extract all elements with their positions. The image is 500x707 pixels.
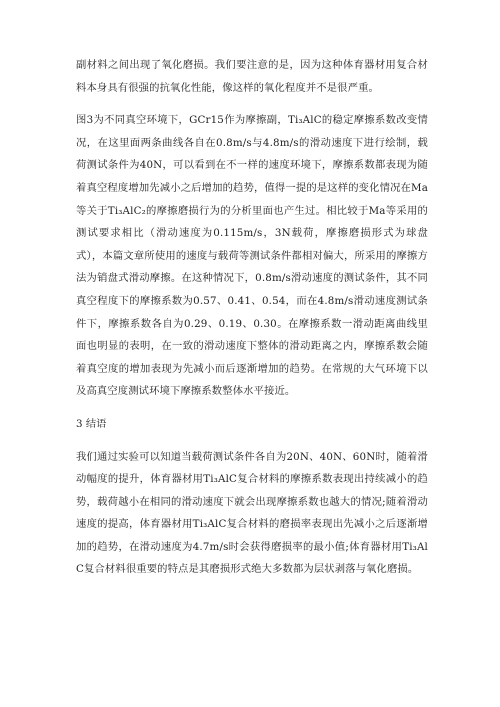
paragraph-gap [76,436,428,446]
document-page [76,54,428,581]
paragraph-gap [76,403,428,413]
paragraph-oxidation: 副材料之间出现了氧化磨损。我们要注意的是，因为这种体育器材用复合材料本身具有很强的抗氧化性能，像这样的氧化程度并不是很严重。 [76,59,428,94]
section-title-conclusion: 3 结语 [76,417,107,430]
paragraph-figure3-analysis: 图3为不同真空环境下，GCr15作为摩擦副，Ti₃AlC的稳定摩擦系数改变情况，在这里面两条曲线各自在0.8m/s与4.8m/s的滑动速度下进行绘制，载荷测试条件为40N，可以看到在不一样的速度环境下，摩擦系数都表现为随着真空程度增加先减小之后增加的趋势，值得一提的是这样的变化情况在Ma等关于Ti₃AlC₂的摩擦磨损行为的分析里面也产生过。相比较于Ma等采用的测试要求相比（滑动速度为0.115m/s，3N载荷，摩擦磨损形式为球盘式），本篇文章所使用的速度与载荷等测试条件都相对偏大，所采用的摩擦方法为销盘式滑动摩擦。在这种情况下，0.8m/s滑动速度的测试条件，其不同真空程度下的摩擦系数为0.57、0.41、0.54，而在4.8m/s滑动速度测试条件下，摩擦系数各自为0.29、0.19、0.30。在摩擦系数一滑动距离曲线里面也明显的表明，在一致的滑动速度下整体的滑动距离之内，摩擦系数会随着真空度的增加表现为先减小而后逐渐增加的趋势。在常规的大气环境下以及高真空度测试环境下摩擦系数整体水平接近。 [76,114,428,398]
paragraph-gap [76,99,428,109]
paragraph-conclusion: 我们通过实验可以知道当载荷测试条件各自为20N、40N、60N时，随着滑动幅度的提升，体育器材用Ti₃AlC复合材料的摩擦系数表现出持续减小的趋势，载荷越小在相同的滑动速度下就会出现摩擦系数也越大的情况;随着滑动速度的提高，体育器材用Ti₃AlC复合材料的磨损率表现出先减小之后逐渐增加的趋势，在滑动速度为4.7m/s时会获得磨损率的最小值;体育器材用Ti₃AlC复合材料很重要的特点是其磨损形式绝大多数都为层状剥落与氧化磨损。 [76,450,428,576]
